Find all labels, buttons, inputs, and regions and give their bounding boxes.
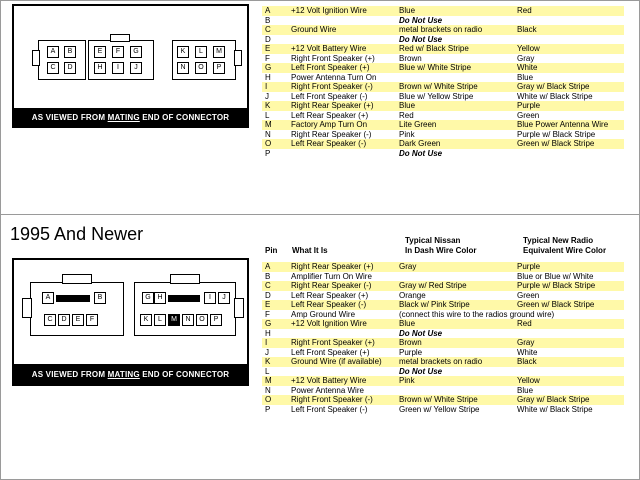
nissan-color-cell: (connect this wire to the radios ground wire) — [399, 309, 555, 319]
nissan-color-cell: Gray w/ Red Stripe — [396, 281, 514, 291]
radio-color-cell — [514, 35, 624, 45]
radio-color-cell — [514, 16, 624, 26]
nissan-color-cell: Pink — [399, 129, 415, 139]
radio-color-cell: Purple w/ Black Stripe — [514, 281, 624, 291]
connector-pin: M — [168, 314, 180, 326]
radio-color-cell — [514, 149, 624, 159]
pin-cell: G — [262, 63, 288, 73]
radio-color-cell: Green — [517, 290, 540, 300]
connector-pin: P — [213, 62, 225, 74]
pinout-row — [262, 92, 624, 102]
radio-color-cell: White — [514, 63, 624, 73]
nissan-color-cell: Do Not Use — [399, 366, 443, 376]
pin-cell: M — [262, 120, 288, 130]
what-it-is-cell: Right Rear Speaker (-) — [288, 281, 396, 291]
pinout-row — [262, 73, 624, 83]
pinout-row — [262, 44, 624, 54]
what-it-is-cell: Ground Wire — [288, 25, 396, 35]
nissan-color-cell: metal brackets on radio — [396, 357, 514, 367]
connector-pin: A — [47, 46, 59, 58]
connector-pin: C — [47, 62, 59, 74]
bottom-connector-right — [134, 282, 236, 336]
what-it-is-cell — [288, 16, 396, 26]
what-it-is-cell: Right Rear Speaker (+) — [288, 262, 396, 272]
pinout-row — [262, 319, 624, 329]
what-it-is-cell: Right Front Speaker (-) — [288, 82, 396, 92]
header-radio-line2: Equivalent Wire Color — [523, 246, 607, 255]
nissan-color-cell: Do Not Use — [399, 15, 443, 25]
nissan-color-cell: Do Not Use — [399, 148, 443, 158]
connector-pin: B — [94, 292, 106, 304]
nissan-color-cell: Do Not Use — [399, 34, 443, 44]
what-it-is-cell: Left Front Speaker (+) — [288, 63, 396, 73]
pin-cell: H — [265, 328, 271, 338]
pin-cell: I — [262, 338, 288, 348]
connector-pin: H — [94, 62, 106, 74]
nissan-color-cell: Blue — [396, 319, 514, 329]
what-it-is-cell — [288, 35, 396, 45]
pin-cell: J — [265, 347, 269, 357]
top-pinout-table — [262, 6, 624, 158]
connector-pin: D — [58, 314, 70, 326]
connector-pin: J — [218, 292, 230, 304]
top-connector-left-notch — [32, 50, 40, 66]
connector-pin: C — [44, 314, 56, 326]
pin-cell: H — [265, 72, 271, 82]
connector-pin: E — [94, 46, 106, 58]
top-connector-right-notch — [234, 50, 242, 66]
what-it-is-cell: Amplifier Turn On Wire — [291, 271, 372, 281]
nissan-color-cell: Black w/ Pink Stripe — [396, 300, 514, 310]
nissan-color-cell — [396, 73, 514, 83]
pin-cell: D — [265, 290, 271, 300]
pinout-row — [262, 386, 624, 396]
radio-color-cell: White w/ Black Stripe — [517, 404, 593, 414]
radio-color-cell: Blue Power Antenna Wire — [514, 120, 624, 130]
header-radio — [523, 236, 606, 256]
bottom-connector-left — [30, 282, 124, 336]
radio-color-cell: Yellow — [514, 376, 624, 386]
pinout-row — [262, 281, 624, 291]
radio-color-cell: Purple — [514, 101, 624, 111]
what-it-is-cell: Factory Amp Turn On — [288, 120, 396, 130]
pinout-row — [262, 16, 624, 26]
pinout-row — [262, 338, 624, 348]
what-it-is-cell: Power Antenna Turn On — [291, 72, 377, 82]
radio-color-cell: Purple — [514, 262, 624, 272]
pinout-row — [262, 300, 624, 310]
radio-color-cell: White w/ Black Stripe — [517, 91, 593, 101]
radio-color-cell: Blue — [517, 72, 534, 82]
pin-cell: L — [265, 366, 270, 376]
nissan-color-cell: Pink — [396, 376, 514, 386]
connector-pin: L — [154, 314, 166, 326]
caption-suffix: END OF CONNECTOR — [139, 370, 230, 379]
nissan-color-cell: Blue w/ Yellow Stripe — [399, 91, 474, 101]
nissan-color-cell: Brown w/ White Stripe — [396, 82, 514, 92]
pinout-row — [262, 367, 624, 377]
bottom-connector-left-side — [22, 298, 32, 318]
pinout-row — [262, 348, 624, 358]
radio-color-cell: Green w/ Black Stripe — [514, 300, 624, 310]
what-it-is-cell — [288, 367, 396, 377]
caption-suffix: END OF CONNECTOR — [139, 113, 230, 122]
pin-cell: C — [262, 281, 288, 291]
bottom-connector-right-tab — [170, 274, 200, 284]
nissan-color-cell: Blue — [396, 101, 514, 111]
what-it-is-cell: Left Front Speaker (-) — [291, 91, 368, 101]
pinout-row — [262, 6, 624, 16]
what-it-is-cell: +12 Volt Ignition Wire — [288, 6, 396, 16]
pinout-row — [262, 101, 624, 111]
pin-cell: A — [262, 262, 288, 272]
radio-color-cell: Gray — [517, 53, 535, 63]
connector-pin: J — [130, 62, 142, 74]
pinout-row — [262, 395, 624, 405]
what-it-is-cell: Amp Ground Wire — [291, 309, 356, 319]
what-it-is-cell: Right Front Speaker (+) — [288, 338, 396, 348]
what-it-is-cell: +12 Volt Battery Wire — [288, 44, 396, 54]
radio-color-cell: Black — [514, 25, 624, 35]
pin-cell: E — [262, 300, 288, 310]
nissan-color-cell: Green w/ Yellow Stripe — [399, 404, 480, 414]
connector-pin: D — [64, 62, 76, 74]
pin-cell: O — [262, 139, 288, 149]
nissan-color-cell: Brown — [396, 338, 514, 348]
pin-cell: P — [265, 404, 271, 414]
bottom-connector-diagram — [12, 258, 249, 386]
pinout-row — [262, 25, 624, 35]
radio-color-cell: Blue — [517, 385, 534, 395]
pinout-row — [262, 139, 624, 149]
connector-key-bar — [56, 295, 90, 302]
bottom-connector-right-side — [234, 298, 244, 318]
connector-pin: B — [64, 46, 76, 58]
pin-cell: F — [265, 53, 270, 63]
pin-cell: D — [265, 34, 271, 44]
nissan-color-cell: Red w/ Black Stripe — [396, 44, 514, 54]
connector-pin: N — [177, 62, 189, 74]
nissan-color-cell: Blue w/ White Stripe — [396, 63, 514, 73]
nissan-color-cell — [396, 386, 514, 396]
what-it-is-cell: Left Rear Speaker (-) — [288, 139, 396, 149]
connector-pin: N — [182, 314, 194, 326]
pin-cell: B — [265, 271, 271, 281]
what-it-is-cell: Right Rear Speaker (+) — [288, 101, 396, 111]
top-connector-caption — [12, 108, 249, 128]
what-it-is-cell: Left Rear Speaker (+) — [291, 290, 369, 300]
what-it-is-cell: Right Front Speaker (+) — [291, 53, 375, 63]
pin-cell: P — [265, 148, 271, 158]
what-it-is-cell — [288, 149, 396, 159]
connector-pin: F — [112, 46, 124, 58]
pin-cell: M — [262, 376, 288, 386]
what-it-is-cell: Left Rear Speaker (-) — [288, 300, 396, 310]
header-nissan-line2: In Dash Wire Color — [405, 246, 477, 255]
pinout-row — [262, 357, 624, 367]
what-it-is-cell: Power Antenna Wire — [291, 385, 364, 395]
pin-cell: J — [265, 91, 269, 101]
pin-cell: L — [265, 110, 270, 120]
header-nissan-line1: Typical Nissan — [405, 236, 461, 245]
pin-cell: G — [262, 319, 288, 329]
nissan-color-cell: Gray — [396, 262, 514, 272]
bottom-connector-left-tab — [62, 274, 92, 284]
section-title: 1995 And Newer — [10, 224, 144, 244]
nissan-color-cell: Red — [399, 110, 414, 120]
connector-pin: H — [154, 292, 166, 304]
pinout-row — [262, 63, 624, 73]
connector-pin: I — [112, 62, 124, 74]
pin-cell: B — [265, 15, 271, 25]
radio-color-cell: Purple w/ Black Stripe — [517, 129, 596, 139]
radio-color-cell: Green w/ Black Stripe — [514, 139, 624, 149]
nissan-color-cell: Orange — [399, 290, 426, 300]
pinout-row — [262, 35, 624, 45]
pinout-row — [262, 272, 624, 282]
pin-cell: A — [262, 6, 288, 16]
nissan-color-cell: Brown — [399, 53, 422, 63]
header-radio-line1: Typical New Radio — [523, 236, 594, 245]
pinout-row — [262, 54, 624, 64]
what-it-is-cell — [288, 329, 396, 339]
caption-underlined: MATING — [107, 113, 140, 122]
top-connector-middle-notch — [110, 34, 130, 42]
pin-cell: O — [262, 395, 288, 405]
radio-color-cell: Red — [514, 6, 624, 16]
nissan-color-cell: Dark Green — [396, 139, 514, 149]
pinout-row — [262, 376, 624, 386]
radio-color-cell: White — [517, 347, 538, 357]
nissan-color-cell: Purple — [399, 347, 423, 357]
nissan-color-cell: Blue — [396, 6, 514, 16]
bottom-pinout-table — [262, 262, 624, 414]
pin-cell: N — [265, 385, 271, 395]
pinout-row — [262, 130, 624, 140]
radio-color-cell: Yellow — [514, 44, 624, 54]
what-it-is-cell: Left Rear Speaker (+) — [291, 110, 369, 120]
radio-color-cell: Gray w/ Black Stripe — [514, 82, 624, 92]
radio-color-cell: Red — [514, 319, 624, 329]
what-it-is-cell: Left Front Speaker (-) — [291, 404, 368, 414]
section-divider — [0, 214, 640, 215]
connector-pin: E — [72, 314, 84, 326]
nissan-color-cell: Lite Green — [396, 120, 514, 130]
nissan-color-cell: Do Not Use — [399, 328, 443, 338]
bottom-connector-caption — [12, 364, 249, 386]
radio-color-cell — [514, 367, 624, 377]
pin-cell: I — [262, 82, 288, 92]
nissan-color-cell: metal brackets on radio — [396, 25, 514, 35]
pinout-row — [262, 149, 624, 159]
pin-cell: K — [262, 357, 288, 367]
connector-pin: L — [195, 46, 207, 58]
pin-cell: N — [265, 129, 271, 139]
connector-pin: K — [140, 314, 152, 326]
pinout-row — [262, 120, 624, 130]
caption-underlined: MATING — [107, 370, 140, 379]
pinout-row — [262, 111, 624, 121]
what-it-is-cell: Left Front Speaker (+) — [291, 347, 370, 357]
pin-cell: F — [265, 309, 270, 319]
pin-cell: K — [262, 101, 288, 111]
radio-color-cell: Gray — [514, 338, 624, 348]
radio-color-cell: Blue or Blue w/ White — [517, 271, 594, 281]
what-it-is-cell: Ground Wire (if available) — [288, 357, 396, 367]
connector-pin: P — [210, 314, 222, 326]
nissan-color-cell — [396, 272, 514, 282]
pinout-row — [262, 329, 624, 339]
header-pin: Pin — [265, 246, 278, 255]
nissan-color-cell: Brown w/ White Stripe — [396, 395, 514, 405]
connector-pin: G — [130, 46, 142, 58]
connector-pin: F — [86, 314, 98, 326]
what-it-is-cell: Right Front Speaker (-) — [288, 395, 396, 405]
connector-pin: I — [204, 292, 216, 304]
top-connector-diagram — [12, 4, 249, 128]
what-it-is-cell: Right Rear Speaker (-) — [291, 129, 372, 139]
pinout-row — [262, 82, 624, 92]
pinout-row — [262, 262, 624, 272]
connector-pin: M — [213, 46, 225, 58]
connector-pin: O — [196, 314, 208, 326]
radio-color-cell — [514, 329, 624, 339]
caption-prefix: AS VIEWED FROM — [31, 370, 108, 379]
connector-pin: A — [42, 292, 54, 304]
pinout-row — [262, 291, 624, 301]
header-nissan — [405, 236, 477, 256]
radio-color-cell: Green — [517, 110, 540, 120]
radio-color-cell: Black — [514, 357, 624, 367]
caption-prefix: AS VIEWED FROM — [31, 113, 108, 122]
what-it-is-cell: +12 Volt Ignition Wire — [288, 319, 396, 329]
header-what: What It Is — [292, 246, 328, 255]
pinout-row — [262, 405, 624, 415]
connector-key-bar — [168, 295, 200, 302]
pin-cell: C — [262, 25, 288, 35]
connector-pin: K — [177, 46, 189, 58]
top-connector-left — [38, 40, 86, 80]
what-it-is-cell: +12 Volt Battery Wire — [288, 376, 396, 386]
radio-color-cell: Gray w/ Black Stripe — [514, 395, 624, 405]
pinout-row — [262, 310, 624, 320]
pin-cell: E — [262, 44, 288, 54]
connector-pin: O — [195, 62, 207, 74]
connector-pin: G — [142, 292, 154, 304]
